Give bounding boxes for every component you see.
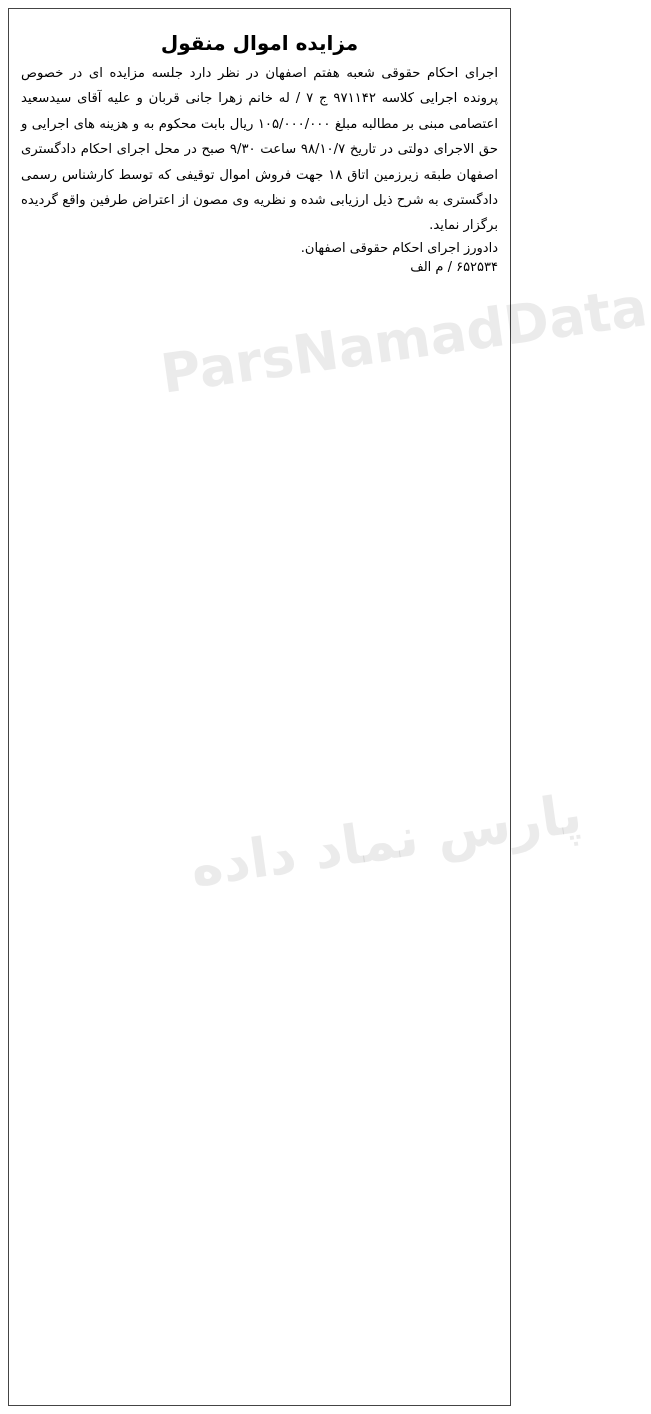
notice-body: اجرای احکام حقوقی شعبه هفتم اصفهان در نظر دارد جلسه مزایده ای در خصوص پرونده اجرایی کلاسه ۹۷۱۱۴۲ ج ۷ / له خانم زهرا جانی قربان و علیه آقای سیدسعید اعتصامی مبنی بر مطالبه مبلغ ۱۰۵/۰۰۰/۰۰۰ ریال بابت محکوم به و هزینه های اجرایی و حق الاجرای دولتی در تاریخ ۹۸/۱۰/۷ ساعت ۹/۳۰ صبح در محل اجرای احکام دادگستری اصفهان طبقه زیرزمین اتاق ۱۸ جهت فروش اموال توقیفی که توسط کارشناس رسمی دادگستری به شرح ذیل ارزیابی شده و نظریه وی مصون از اعتراض طرفین واقع گردیده برگزار نماید. xyxy=(21,66,498,234)
watermark-latin: ParsNamadData xyxy=(156,275,651,406)
auction-notice xyxy=(8,8,651,1406)
notice-signature: دادورز اجرای احکام حقوقی اصفهان. xyxy=(300,240,498,256)
notice-title: مزایده اموال منقول xyxy=(160,31,359,55)
watermark-persian: پارس نماد داده xyxy=(186,781,586,900)
notice-code: ۶۵۲۵۳۴ / م الف xyxy=(410,259,498,275)
